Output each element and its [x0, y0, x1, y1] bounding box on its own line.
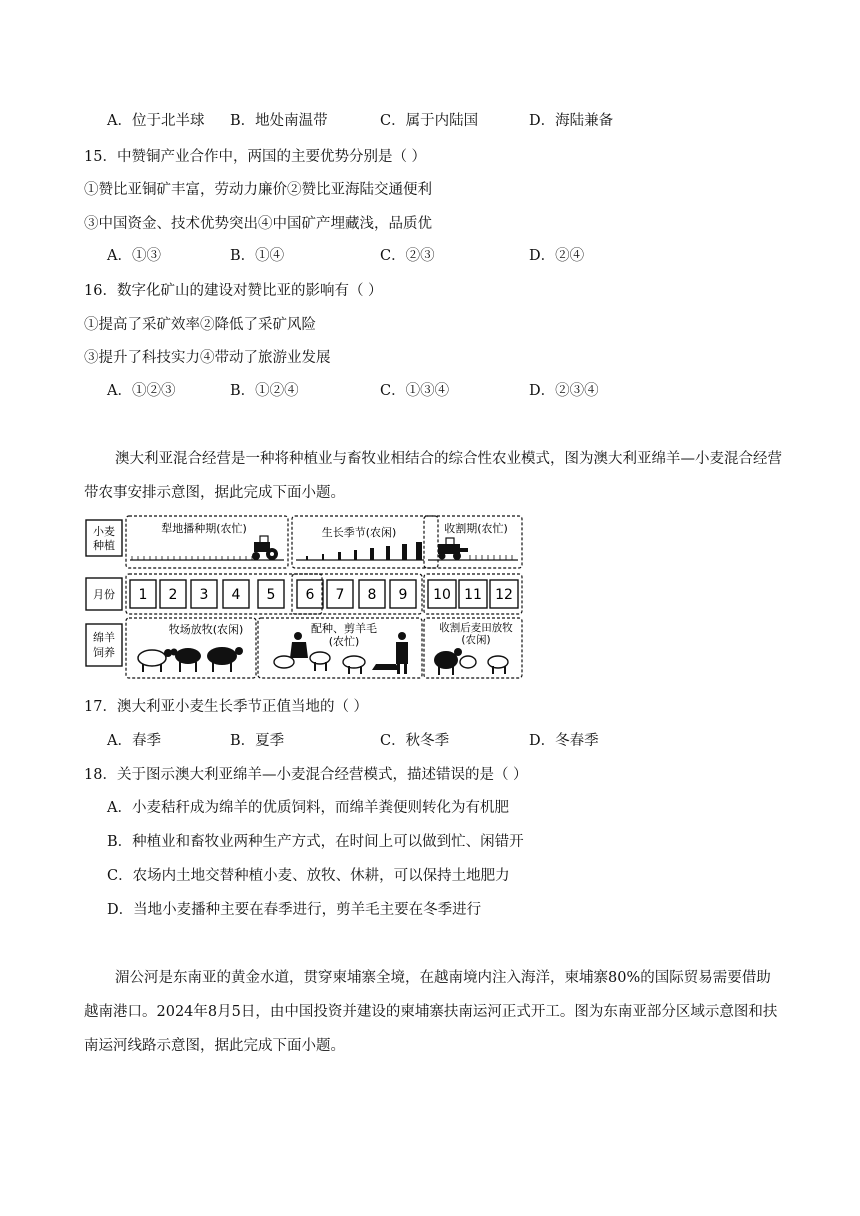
- row-label-month: 月份: [93, 588, 115, 601]
- month-7: [327, 580, 353, 608]
- wheat-box-sowing: 犁地播种期(农忙): [161, 522, 247, 535]
- passage-mekong: 湄公河是东南亚的黄金水道，贯穿柬埔寨全境，在越南境内注入海洋，柬埔寨80%的国际贸易需要借助越南港口。2024年8月5日，由中国投资并建设的柬埔寨扶南运河正式开工。图为东南亚部分区域示意图和扶南运河线路示意图，据此完成下面小题。: [84, 970, 778, 1054]
- q16-items-line2: ③提升了科技实力④带动了旅游业发展: [84, 350, 331, 366]
- q15-items-line2: ③中国资金、技术优势突出④中国矿产埋藏浅，品质优: [84, 216, 432, 232]
- q15-option-c: C．②③: [380, 248, 435, 264]
- q15-option-b: B．①④: [230, 248, 285, 264]
- svg-text:1: 1: [138, 587, 148, 603]
- q17-option-c: C．秋冬季: [380, 733, 450, 749]
- q14-option-d: D．海陆兼备: [529, 113, 614, 129]
- tractor-icon: [252, 536, 278, 560]
- month-10: [428, 580, 456, 608]
- wheat-growth-icons: [306, 542, 422, 560]
- svg-text:6: 6: [305, 587, 315, 603]
- month-5: [258, 580, 284, 608]
- passage-australia: 澳大利亚混合经营是一种将种植业与畜牧业相结合的综合性农业模式，图为澳大利亚绵羊—小麦混合经营带农事安排示意图，据此完成下面小题。: [84, 451, 782, 501]
- sheep-box-stubble-grazing: 收割后麦田放牧: [439, 622, 513, 634]
- farming-calendar-diagram: [84, 512, 526, 680]
- q15-option-d: D．②④: [529, 248, 585, 264]
- month-6: [297, 580, 323, 608]
- q18-option-a: A．小麦秸秆成为绵羊的优质饲料，而绵羊粪便则转化为有机肥: [107, 800, 509, 816]
- q15-option-a: A．①③: [107, 248, 161, 264]
- q18-option-b: B．种植业和畜牧业两种生产方式，在时间上可以做到忙、闲错开: [107, 834, 524, 850]
- q18-option-c: C．农场内土地交替种植小麦、放牧、休耕，可以保持土地肥力: [107, 868, 510, 884]
- month-8: [359, 580, 385, 608]
- q18-option-d: D．当地小麦播种主要在春季进行，剪羊毛主要在冬季进行: [107, 902, 482, 918]
- svg-text:8: 8: [367, 587, 377, 603]
- q14-option-b: B．地处南温带: [230, 113, 328, 129]
- q18-stem: 18．关于图示澳大利亚绵羊—小麦混合经营模式，描述错误的是（ ）: [84, 767, 528, 783]
- svg-text:3: 3: [199, 587, 209, 603]
- sheep-box-shearing: 配种、剪羊毛: [311, 622, 377, 635]
- svg-text:2: 2: [168, 587, 178, 603]
- svg-text:4: 4: [231, 587, 241, 603]
- month-1: [130, 580, 156, 608]
- q16-option-c: C．①③④: [380, 383, 450, 399]
- row-label-sheep-1: 绵羊: [93, 631, 115, 644]
- month-9: [390, 580, 416, 608]
- q15-stem: 15．中赞铜产业合作中，两国的主要优势分别是（ ）: [84, 149, 427, 165]
- month-3: [191, 580, 217, 608]
- sheep-box-stubble-status: (农闲): [461, 634, 491, 646]
- harvester-icon: [438, 538, 468, 560]
- svg-text:12: 12: [495, 587, 513, 603]
- wheat-box-harvest: 收割期(农忙): [444, 522, 508, 535]
- row-label-sheep-2: 饲养: [93, 646, 115, 659]
- sheep-box-grazing: 牧场放牧(农闲): [168, 623, 244, 636]
- q16-stem: 16．数字化矿山的建设对赞比亚的影响有（ ）: [84, 283, 383, 299]
- q17-option-b: B．夏季: [230, 733, 285, 749]
- svg-text:7: 7: [335, 587, 345, 603]
- month-2: [160, 580, 186, 608]
- svg-text:5: 5: [266, 587, 276, 603]
- svg-text:11: 11: [464, 587, 482, 603]
- q16-option-d: D．②③④: [529, 383, 599, 399]
- row-label-wheat-1: 小麦: [93, 525, 115, 538]
- q16-items-line1: ①提高了采矿效率②降低了采矿风险: [84, 317, 316, 333]
- month-4: [223, 580, 249, 608]
- svg-text:9: 9: [398, 587, 408, 603]
- month-11: [459, 580, 487, 608]
- wheat-box-growing: 生长季节(农闲): [321, 526, 397, 539]
- q14-option-a: A．位于北半球: [107, 113, 205, 129]
- month-12: [490, 580, 518, 608]
- sheep-box-shearing-status: (农忙): [328, 635, 360, 648]
- q16-option-b: B．①②④: [230, 383, 299, 399]
- q17-option-a: A．春季: [107, 733, 161, 749]
- q15-items-line1: ①赞比亚铜矿丰富，劳动力廉价②赞比亚海陆交通便利: [84, 182, 432, 198]
- q16-option-a: A．①②③: [107, 383, 176, 399]
- sheep-grazing-icon: [138, 647, 243, 672]
- sheep-stubble-icon: [434, 648, 508, 675]
- q14-option-c: C．属于内陆国: [380, 113, 479, 129]
- q17-option-d: D．冬春季: [529, 733, 599, 749]
- row-label-wheat-2: 种植: [93, 539, 115, 552]
- svg-text:10: 10: [433, 587, 451, 603]
- q17-stem: 17．澳大利亚小麦生长季节正值当地的（ ）: [84, 699, 369, 715]
